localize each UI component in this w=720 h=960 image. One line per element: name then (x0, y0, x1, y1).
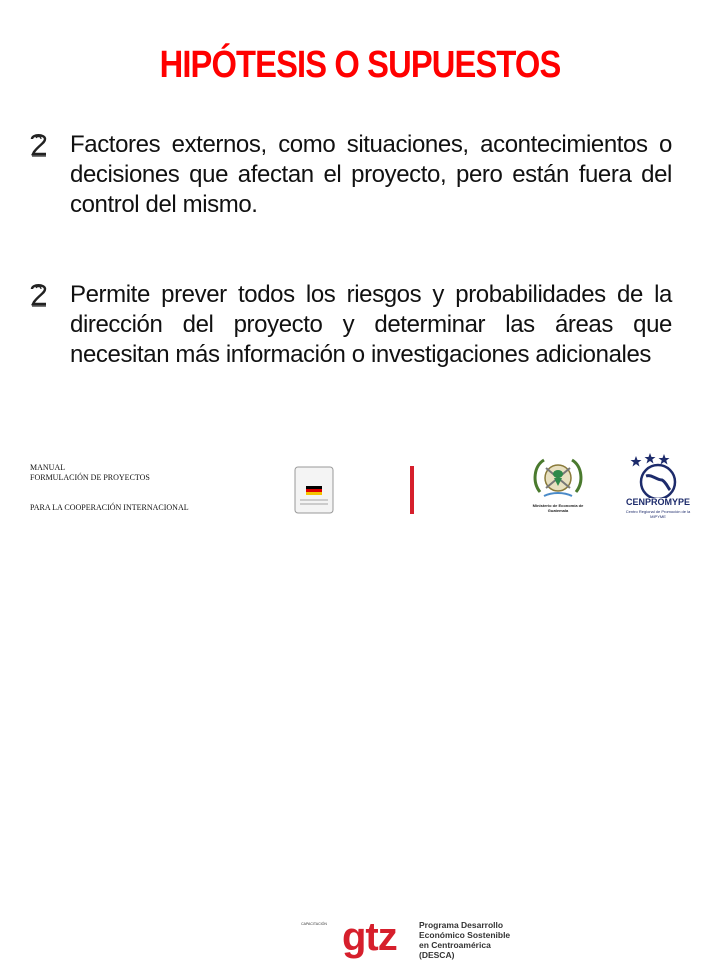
bullet-text: Permite prever todos los riesgos y probabilidades de la dirección del proyecto y determinar las áreas que necesitan más información o investigaciones adicionales (70, 281, 672, 368)
desca-line: Programa Desarrollo (419, 920, 504, 930)
rose-bullet-icon (28, 282, 50, 308)
bullet-item (28, 280, 672, 370)
manual-line: FORMULACIÓN DE PROYECTOS (30, 473, 150, 482)
manual-line: MANUAL (30, 463, 66, 472)
gtz-logo: gtz (342, 915, 397, 959)
bullet-text: Factores externos, como situaciones, acontecimientos o decisiones que afectan el proyecto, pero están fuera del control del mismo. (70, 131, 672, 218)
desca-line: (DESCA) (419, 950, 455, 960)
capacitacion-label: CAPACITACIÓN (301, 922, 327, 926)
desca-line: en Centroamérica (419, 940, 491, 950)
manual-line: PARA LA COOPERACIÓN INTERNACIONAL (30, 503, 189, 512)
ministerio-label: Ministerio de Economía de Guatemala (532, 503, 584, 513)
partner-logos (0, 452, 720, 960)
bullet-item (28, 130, 672, 220)
guatemala-coat-of-arms-icon (530, 452, 586, 502)
capacitacion-logo (294, 466, 334, 514)
desca-line: Económico Sostenible (419, 930, 511, 940)
cenpromype-logo-icon (622, 452, 694, 498)
cenpromype-label: CENPROMYPE (625, 497, 690, 507)
cenpromype-sublabel: Centro Regional de Promoción de la MIPYME (625, 509, 691, 519)
desca-logo (419, 920, 519, 960)
slide-title: HIPÓTESIS O SUPUESTOS (159, 44, 561, 86)
rose-bullet-icon (28, 132, 50, 158)
gtz-divider-bar (410, 466, 414, 514)
